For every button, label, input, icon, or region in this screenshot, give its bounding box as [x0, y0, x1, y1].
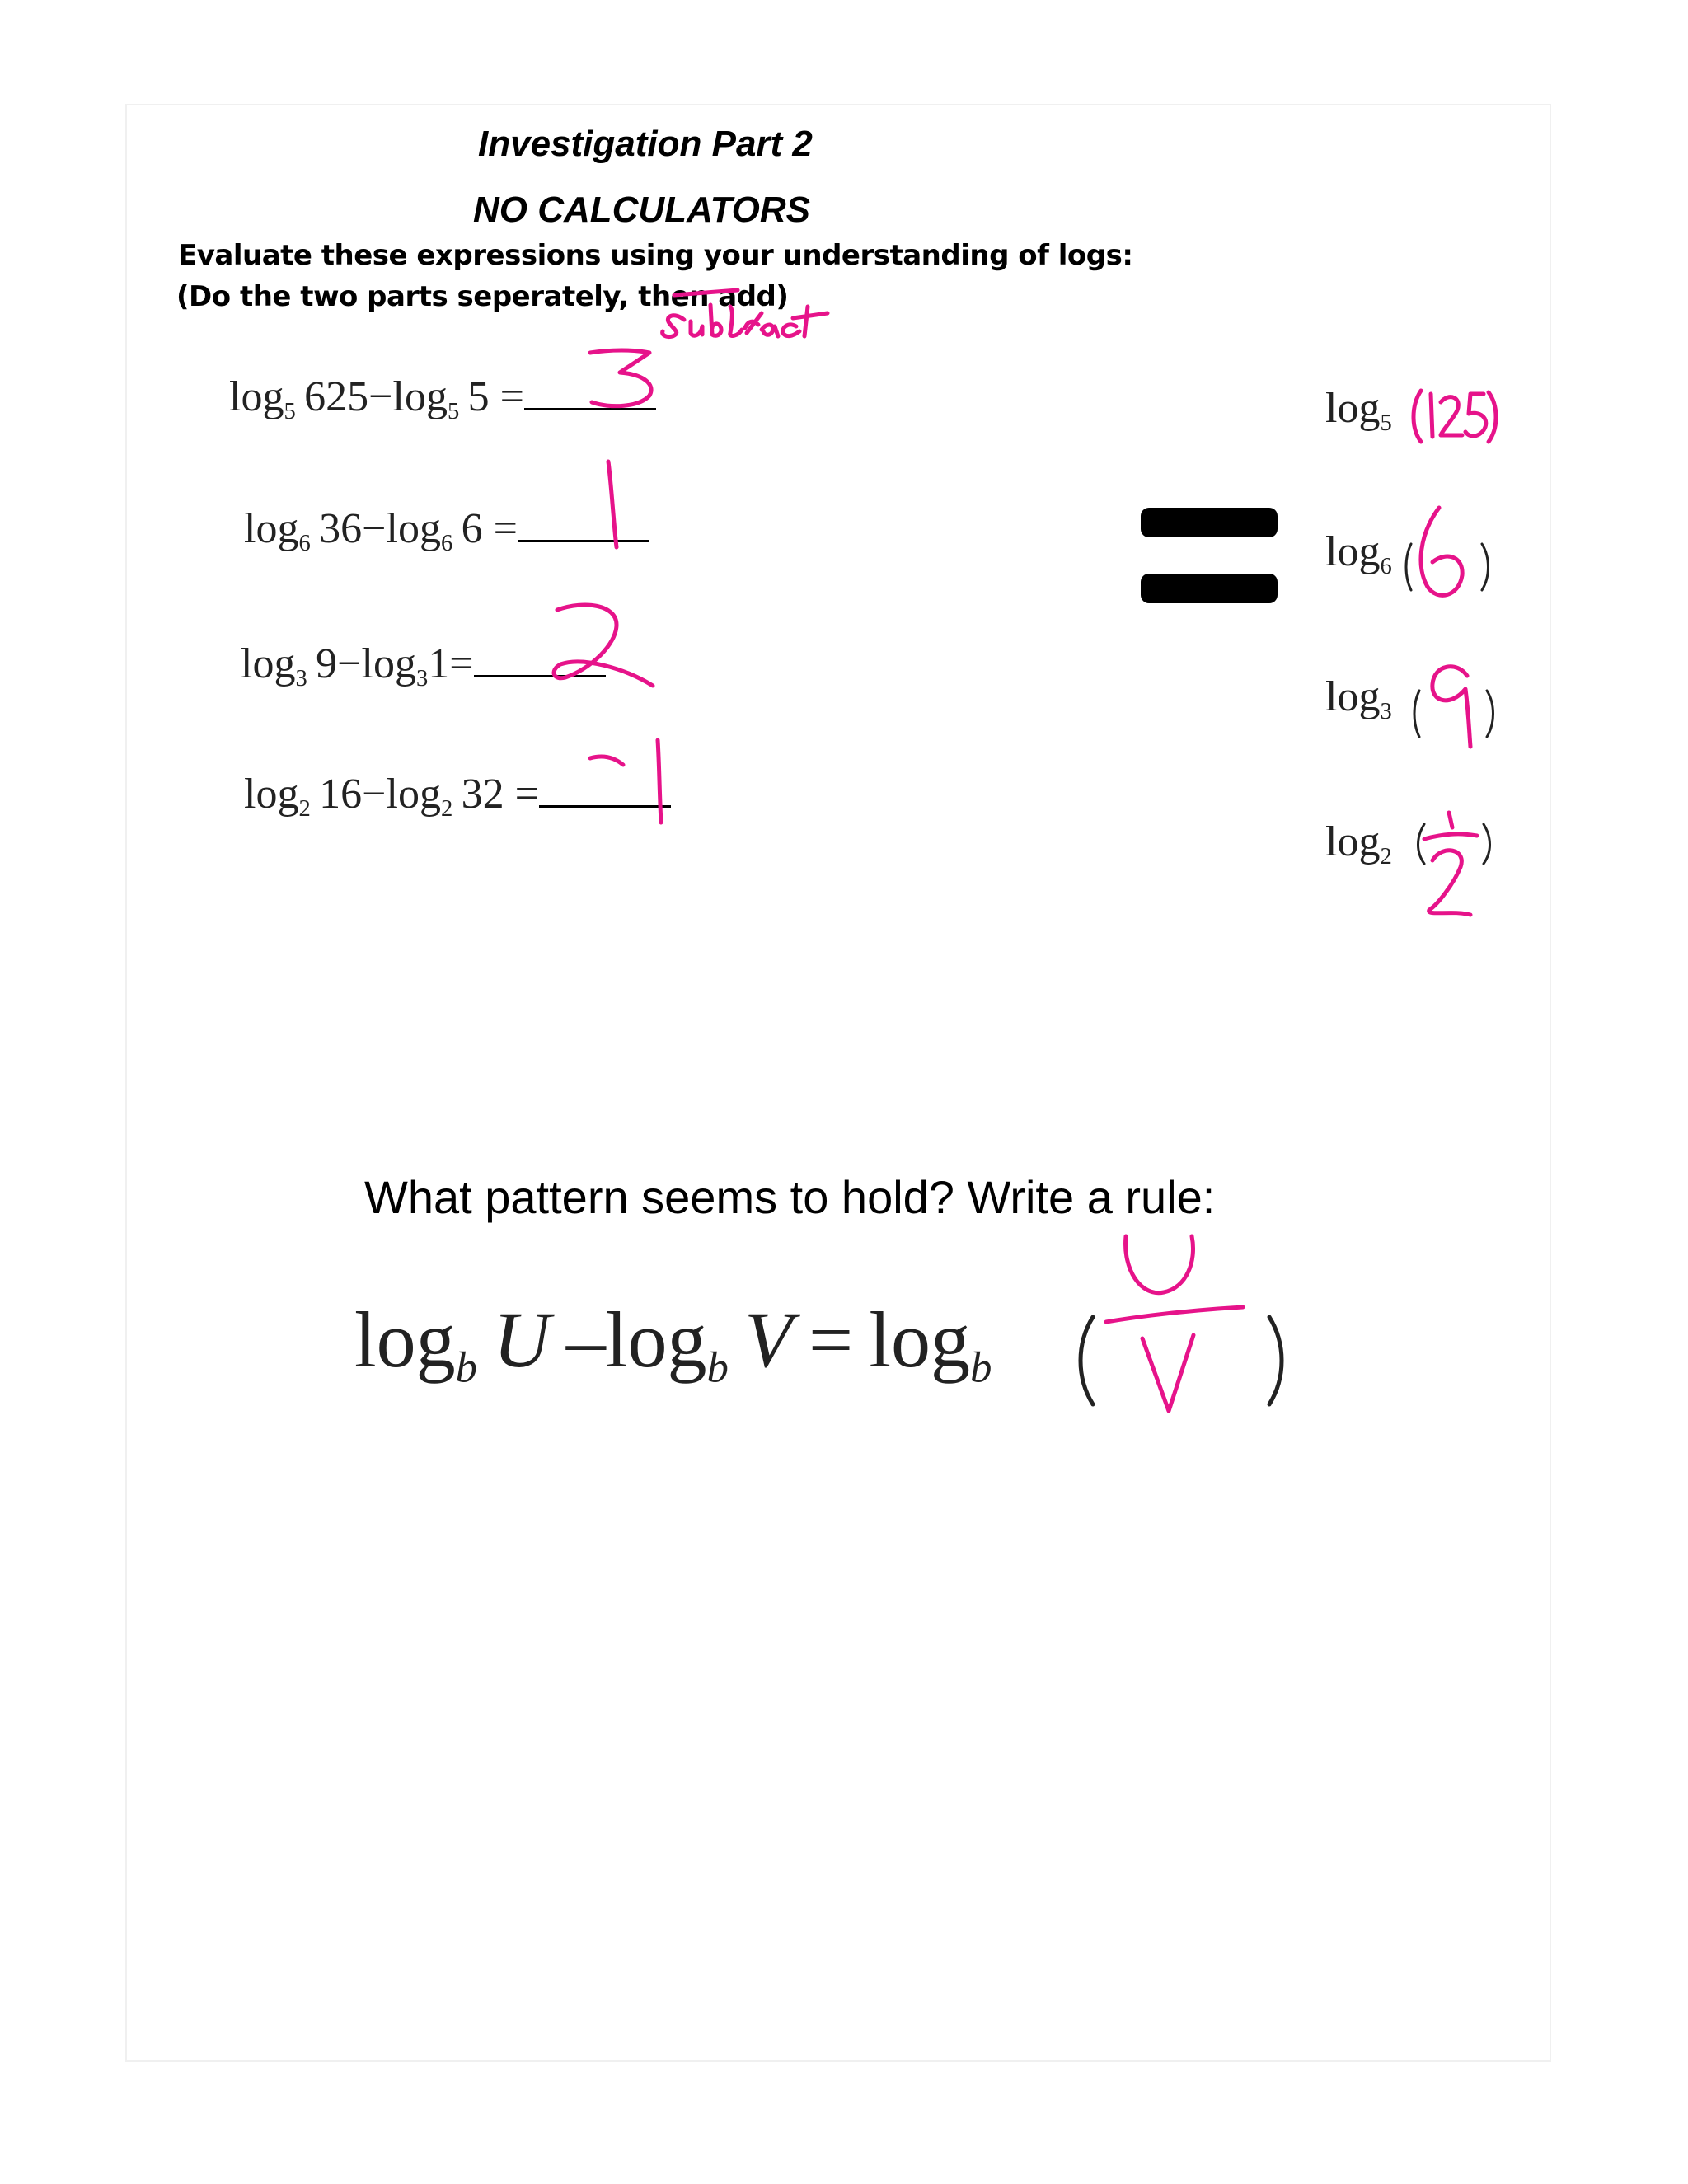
log-quotient-rule: logb U –logb V = logb	[354, 1296, 992, 1392]
equals-bar-top	[1141, 508, 1278, 537]
instruction-line-2: (Do the two parts seperately, then add)	[176, 280, 789, 313]
expression-2: $\log_6 36-\log_6$ 6 =	[244, 504, 649, 557]
expression-1: $\log_5 625-\log_5$ 5 =	[229, 373, 656, 425]
rhs-log-4: $\log_2$	[1325, 818, 1392, 869]
expression-3: $\log_3 9-\log_31=$	[241, 640, 606, 692]
answer-blank-2[interactable]	[518, 532, 649, 542]
pattern-question: What pattern seems to hold? Write a rule:	[364, 1171, 1216, 1223]
equals-bar-bottom	[1141, 574, 1278, 603]
instruction-line-1: Evaluate these expressions using your understanding of logs:	[178, 239, 1133, 272]
answer-blank-4[interactable]	[539, 797, 671, 808]
rhs-log-3: $\log_3$	[1325, 673, 1392, 724]
page-title: Investigation Part 2	[478, 124, 813, 164]
answer-blank-1[interactable]	[524, 400, 656, 410]
page-subtitle: NO CALCULATORS	[473, 190, 811, 230]
rhs-log-2: $\log_6$	[1325, 528, 1392, 579]
rhs-log-1: $\log_5$	[1325, 385, 1392, 436]
expression-4: $\log_2 16-\log_2$ 32 =	[244, 770, 671, 823]
answer-blank-3[interactable]	[474, 667, 606, 677]
